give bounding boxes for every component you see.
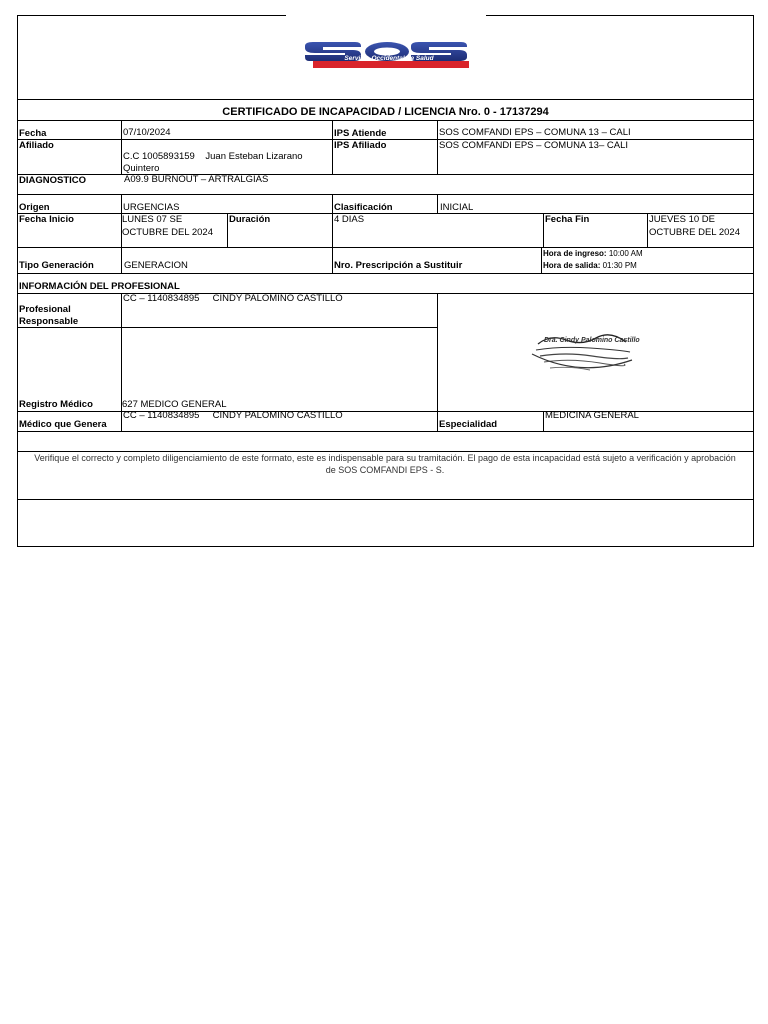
sos-logo xyxy=(303,38,471,70)
tipo-generacion-label: Tipo Generación xyxy=(19,260,94,271)
nro-prescripcion-label: Nro. Prescripción a Sustituir xyxy=(334,260,463,271)
fecha-fin-value: JUEVES 10 DE OCTUBRE DEL 2024 xyxy=(649,214,740,238)
ips-atiende-value: SOS COMFANDI EPS – COMUNA 13 – CALI xyxy=(439,127,631,138)
fecha-label: Fecha xyxy=(19,128,47,139)
duracion-value: 4 DIAS xyxy=(334,214,365,225)
ips-atiende-label: IPS Atiende xyxy=(334,128,387,139)
hora-ingreso-label: Hora de ingreso: xyxy=(543,249,607,258)
ips-afiliado-value: SOS COMFANDI EPS – COMUNA 13– CALI xyxy=(439,140,628,151)
section-profesional-title: INFORMACIÓN DEL PROFESIONAL xyxy=(19,281,180,292)
especialidad-label: Especialidad xyxy=(439,419,498,430)
fecha-fin-label: Fecha Fin xyxy=(545,214,590,225)
afiliado-label: Afiliado xyxy=(19,140,54,151)
afiliado-value: C.C 1005893159 Juan Esteban Lizarano Quintero xyxy=(123,151,306,174)
registro-medico-label: Registro Médico xyxy=(19,399,93,410)
fecha-inicio-label: Fecha Inicio xyxy=(19,214,74,225)
diagnostico-label: DIAGNOSTICO xyxy=(19,175,87,186)
hora-ingreso xyxy=(543,249,643,259)
hora-salida-value: 01:30 PM xyxy=(602,261,637,270)
clasificacion-label: Clasificación xyxy=(334,202,393,213)
hora-salida xyxy=(543,261,637,271)
origen-label: Origen xyxy=(19,202,50,213)
medico-genera-value: CC – 1140834895 CINDY PALOMINO CASTILLO xyxy=(123,410,343,421)
logo-gap xyxy=(286,14,486,17)
especialidad-value: MEDICINA GENERAL xyxy=(545,410,639,421)
hora-ingreso-value: 10:00 AM xyxy=(608,249,643,258)
diagnostico-value: A09.9 BURNOUT – ARTRALGIAS xyxy=(124,174,269,185)
clasificacion-value: INICIAL xyxy=(440,202,474,213)
certificate-title: CERTIFICADO DE INCAPACIDAD / LICENCIA Nro. 0 - 17137294 xyxy=(222,106,549,118)
fecha-value: 07/10/2024 xyxy=(123,127,171,138)
tipo-generacion-value: GENERACION xyxy=(124,260,188,271)
stamp-text: Dra. Cindy Palomino Castillo xyxy=(544,337,640,344)
logo-tagline: Servicio Occidental de Salud xyxy=(344,55,434,62)
hora-salida-label: Hora de salida: xyxy=(543,261,601,270)
origen-value: URGENCIAS xyxy=(123,202,180,213)
medico-genera-label: Médico que Genera xyxy=(19,419,107,430)
profesional-responsable-label: Profesional Responsable xyxy=(19,304,79,327)
ips-afiliado-label: IPS Afiliado xyxy=(334,140,387,151)
duracion-label: Duración xyxy=(229,214,271,225)
fecha-inicio-value: LUNES 07 SE OCTUBRE DEL 2024 xyxy=(122,214,213,238)
registro-medico-value: 627 MEDICO GENERAL xyxy=(122,399,227,410)
profesional-responsable-value: CC – 1140834895 CINDY PALOMINO CASTILLO xyxy=(123,293,343,304)
footer-note: Verifique el correcto y completo diligenciamiento de este formato, este es indispensable para su tramitación. El pago de esta incapacidad está sujeto a verificación y aprobación de SOS COMFANDI EPS - S. xyxy=(34,453,736,475)
